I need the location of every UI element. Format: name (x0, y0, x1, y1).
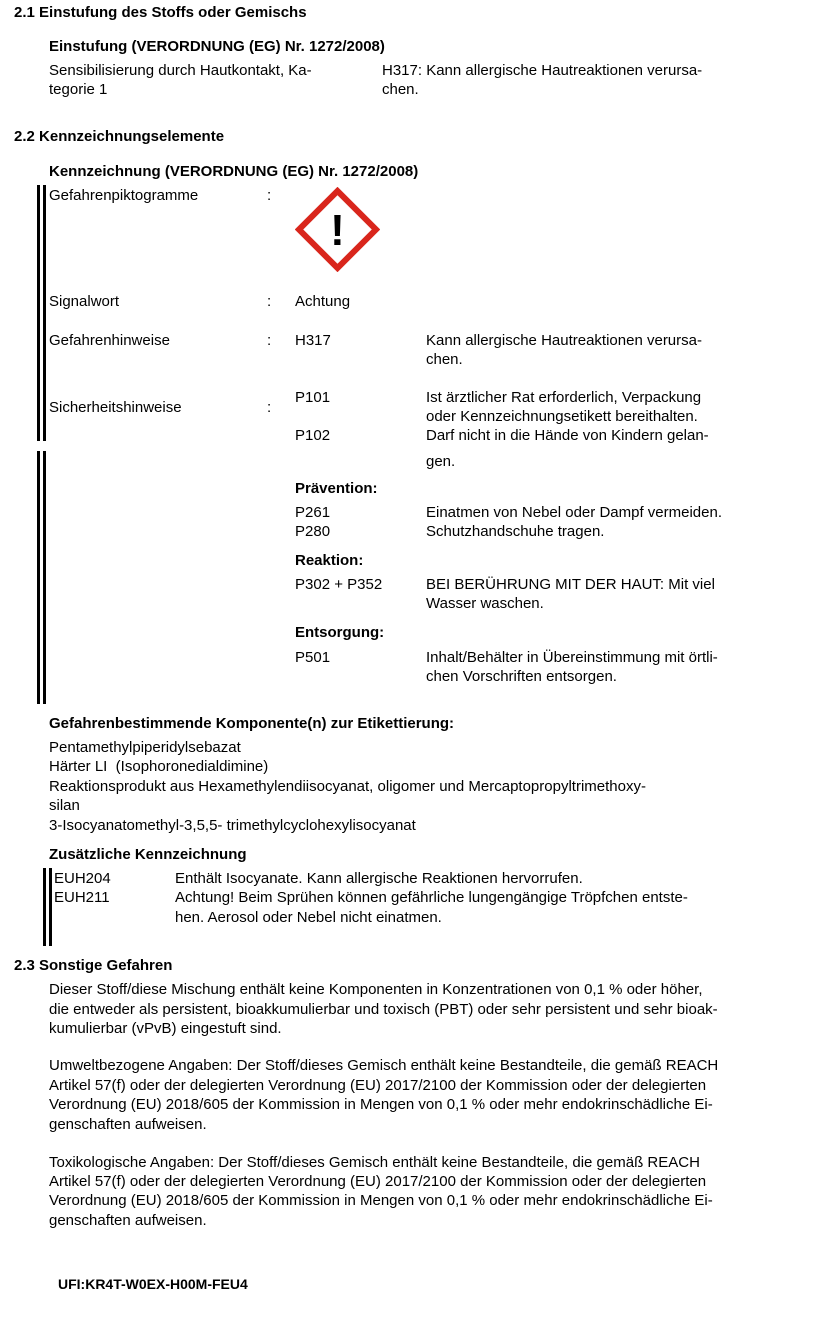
change-bar (49, 868, 52, 946)
component-item: 3-Isocyanatomethyl-3,5,5- trimethylcyclohexylisocyanat (49, 817, 416, 834)
component-item-line2: silan (49, 797, 80, 814)
para2-line: Artikel 57(f) oder der delegierten Verordnung (EU) 2017/2100 der Kommission oder der delegierten (49, 1077, 707, 1094)
labelling-subheading: Kennzeichnung (VERORDNUNG (EG) Nr. 1272/2008) (49, 163, 419, 180)
p280-text: Schutzhandschuhe tragen. (426, 523, 605, 540)
hazard-text-line2: chen. (426, 351, 463, 368)
signal-word-value: Achtung (295, 293, 351, 310)
p102-text-line2: gen. (426, 453, 456, 470)
p261-code: P261 (295, 504, 331, 521)
para3-line: Verordnung (EU) 2018/605 der Kommission in Mengen von 0,1 % oder mehr endokrinschädliche Ei- (49, 1192, 713, 1209)
ufi-code: UFI:KR4T-W0EX-H00M-FEU4 (58, 1276, 248, 1292)
p102-code: P102 (295, 427, 331, 444)
change-bar (37, 451, 40, 704)
classification-subheading: Einstufung (VERORDNUNG (EG) Nr. 1272/2008) (49, 38, 385, 55)
section-2-3-heading: 2.3 Sonstige Gefahren (14, 957, 173, 974)
change-bar (43, 451, 46, 704)
p101-text-line2: oder Kennzeichnungsetikett bereithalten. (426, 408, 698, 425)
p102-text-line1: Darf nicht in die Hände von Kindern gelan- (426, 427, 709, 444)
prevention-heading: Prävention: (295, 480, 378, 497)
p280-code: P280 (295, 523, 331, 540)
change-bar (37, 185, 40, 441)
signal-word-label: Signalwort (49, 293, 120, 310)
hazard-code: H317 (295, 332, 331, 349)
colon: : (267, 399, 272, 416)
pictograms-label: Gefahrenpiktogramme (49, 187, 199, 204)
para2-line: Verordnung (EU) 2018/605 der Kommission in Mengen von 0,1 % oder mehr endokrinschädliche Ei- (49, 1096, 713, 1113)
euh204-text: Enthält Isocyanate. Kann allergische Reaktionen hervorrufen. (175, 870, 583, 887)
para3-line: genschaften aufweisen. (49, 1212, 207, 1229)
classification-hazard-line2: chen. (382, 81, 419, 98)
euh211-code: EUH211 (54, 889, 110, 906)
reaction-heading: Reaktion: (295, 552, 364, 569)
components-heading: Gefahrenbestimmende Komponente(n) zur Etikettierung: (49, 715, 455, 732)
change-bar (43, 868, 46, 946)
classification-text-line1: Sensibilisierung durch Hautkontakt, Ka- (49, 62, 312, 79)
para1-line: kumulierbar (vPvB) eingestuft sind. (49, 1020, 282, 1037)
colon: : (267, 187, 272, 204)
pictogram-mark: ! (330, 206, 345, 255)
euh204-code: EUH204 (54, 870, 111, 887)
p302-code: P302 + P352 (295, 576, 383, 593)
para2-line: genschaften aufweisen. (49, 1116, 207, 1133)
p501-text-line2: chen Vorschriften entsorgen. (426, 668, 617, 685)
colon: : (267, 293, 272, 310)
classification-text-line2: tegorie 1 (49, 81, 108, 98)
p302-text-line2: Wasser waschen. (426, 595, 544, 612)
component-item-line1: Reaktionsprodukt aus Hexamethylendiisocyanat, oligomer und Mercaptopropyltrimethoxy- (49, 778, 646, 795)
para3-line: Toxikologische Angaben: Der Stoff/dieses Gemisch enthält keine Bestandteile, die gemäß REACH (49, 1154, 700, 1171)
p501-code: P501 (295, 649, 331, 666)
section-2-2-heading: 2.2 Kennzeichnungselemente (14, 128, 225, 145)
change-bar (43, 185, 46, 441)
p501-text-line1: Inhalt/Behälter in Übereinstimmung mit örtli- (426, 649, 718, 666)
hazard-text-line1: Kann allergische Hautreaktionen verursa- (426, 332, 702, 349)
p101-text-line1: Ist ärztlicher Rat erforderlich, Verpackung (426, 389, 702, 406)
p261-text: Einatmen von Nebel oder Dampf vermeiden. (426, 504, 722, 521)
classification-hazard-line1: H317: Kann allergische Hautreaktionen verursa- (382, 62, 703, 79)
euh211-text-line1: Achtung! Beim Sprühen können gefährliche lungengängige Tröpfchen entste- (175, 889, 688, 906)
hazard-statements-label: Gefahrenhinweise (49, 332, 170, 349)
disposal-heading: Entsorgung: (295, 624, 385, 641)
para2-line: Umweltbezogene Angaben: Der Stoff/dieses Gemisch enthält keine Bestandteile, die gemäß REACH (49, 1057, 719, 1074)
colon: : (267, 332, 272, 349)
precautionary-statements-label: Sicherheitshinweise (49, 399, 182, 416)
p302-text-line1: BEI BERÜHRUNG MIT DER HAUT: Mit viel (426, 576, 715, 593)
ghs07-exclamation-icon (295, 187, 380, 272)
component-item: Pentamethylpiperidylsebazat (49, 739, 241, 756)
euh211-text-line2: hen. Aerosol oder Nebel nicht einatmen. (175, 909, 442, 926)
component-item: Härter LI (Isophoronedialdimine) (49, 758, 269, 775)
para3-line: Artikel 57(f) oder der delegierten Verordnung (EU) 2017/2100 der Kommission oder der delegierten (49, 1173, 707, 1190)
para1-line: die entweder als persistent, bioakkumulierbar und toxisch (PBT) oder sehr persistent und sehr bioak- (49, 1001, 718, 1018)
additional-labelling-heading: Zusätzliche Kennzeichnung (49, 846, 247, 863)
para1-line: Dieser Stoff/diese Mischung enthält keine Komponenten in Konzentrationen von 0,1 % oder höher, (49, 981, 703, 998)
p101-code: P101 (295, 389, 331, 406)
section-2-1-heading: 2.1 Einstufung des Stoffs oder Gemischs (14, 4, 307, 21)
